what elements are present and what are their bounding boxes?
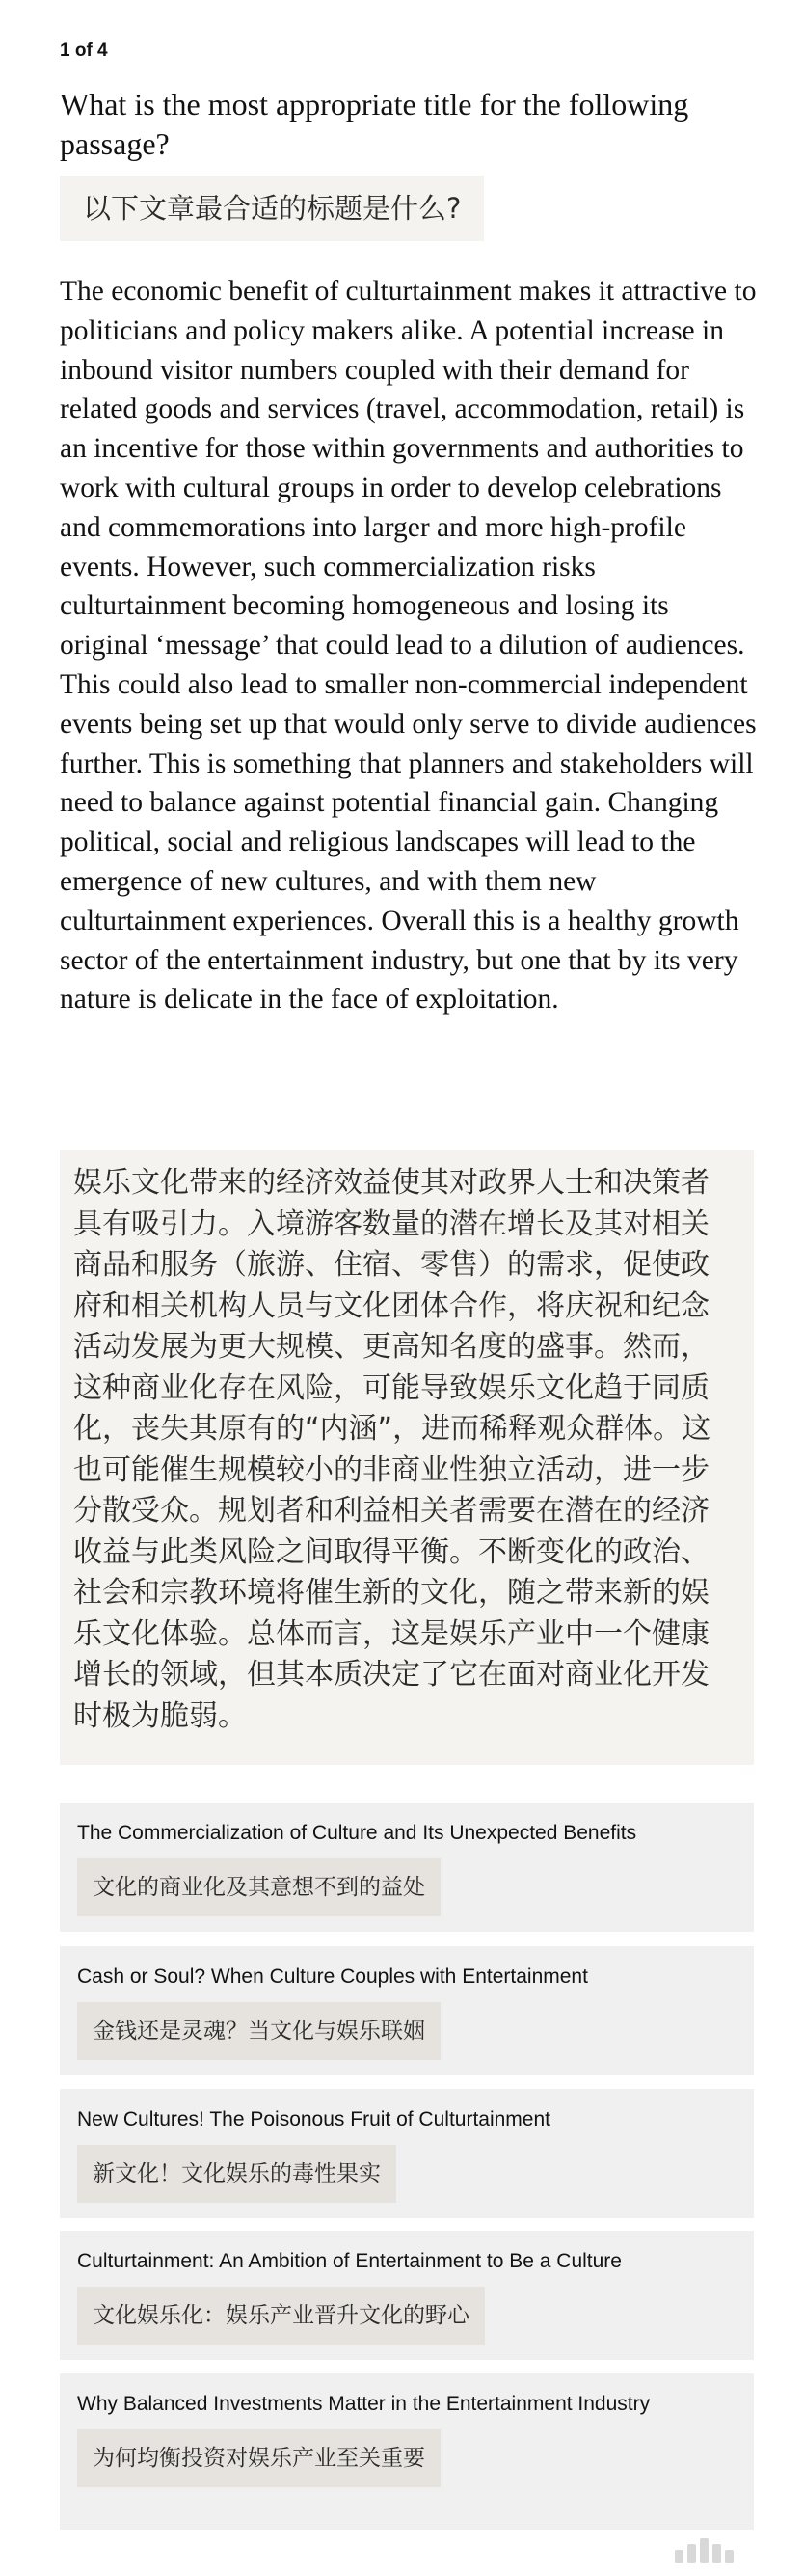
option-4-text: Culturtainment: An Ambition of Entertainment to Be a Culture — [77, 2250, 622, 2272]
option-1-translation: 文化的商业化及其意想不到的益处 — [77, 1858, 441, 1916]
option-3-text: New Cultures! The Poisonous Fruit of Culturtainment — [77, 2108, 550, 2130]
watermark-bar-icon — [675, 2550, 683, 2563]
passage-text: The economic benefit of culturtainment makes it attractive to politicians and policy makers alike. A potential increase in inbound visitor numbers coupled with their demand for related goods and services (travel, accommodation, retail) is an incentive for those within governments and authorities to work with cultural groups in order to develop celebrations and commemorations into larger and more high-profile events. However, such commercialization risks culturtainment becoming homogeneous and losing its original ‘message’ that could lead to a dilution of audiences. This could also lead to smaller non-commercial independent events being set up that would only serve to divide audiences further. This is something that planners and stakeholders will need to balance against potential financial gain. Changing political, social and religious landscapes will lead to the emergence of new cultures, and with them new culturtainment experiences. Overall this is a healthy growth sector of the entertainment industry, but one that by its very nature is delicate in the face of exploitation. — [60, 276, 757, 1016]
question-counter: 1 of 4 — [60, 41, 108, 61]
answer-option-4[interactable] — [60, 2231, 754, 2360]
option-4-translation: 文化娱乐化：娱乐产业晋升文化的野心 — [77, 2287, 485, 2345]
question-text: What is the most appropriate title for the following passage? — [60, 87, 689, 161]
watermark-bar-icon — [687, 2544, 696, 2563]
watermark-bar-icon — [712, 2544, 721, 2563]
answer-option-3[interactable] — [60, 2089, 754, 2218]
option-5-translation: 为何均衡投资对娱乐产业至关重要 — [77, 2429, 441, 2487]
option-1-text: The Commercialization of Culture and Its Unexpected Benefits — [77, 1822, 637, 1844]
watermark-bar-icon — [725, 2550, 734, 2563]
option-5-text: Why Balanced Investments Matter in the Entertainment Industry — [77, 2393, 651, 2415]
question-translation: 以下文章最合适的标题是什么? — [60, 176, 484, 241]
option-3-translation: 新文化！文化娱乐的毒性果实 — [77, 2145, 396, 2203]
watermark-logo — [675, 2538, 734, 2563]
answer-option-1[interactable] — [60, 1803, 754, 1932]
answer-option-2[interactable] — [60, 1946, 754, 2075]
passage-translation: 娱乐文化带来的经济效益使其对政界人士和决策者具有吸引力。入境游客数量的潜在增长及其对相关商品和服务（旅游、住宿、零售）的需求，促使政府和相关机构人员与文化团体合作，将庆祝和纪念活动发展为更大规模、更高知名度的盛事。然而，这种商业化存在风险，可能导致娱乐文化趋于同质化，丧失其原有的“内涵”，进而稀释观众群体。这也可能催生规模较小的非商业性独立活动，进一步分散受众。规划者和利益相关者需要在潜在的经济收益与此类风险之间取得平衡。不断变化的政治、社会和宗教环境将催生新的文化，随之带来新的娱乐文化体验。总体而言，这是娱乐产业中一个健康增长的领域，但其本质决定了它在面对商业化开发时极为脆弱。 — [60, 1150, 754, 1765]
answer-option-5[interactable] — [60, 2373, 754, 2530]
watermark-bar-icon — [700, 2538, 709, 2563]
option-2-translation: 金钱还是灵魂？当文化与娱乐联姻 — [77, 2002, 441, 2060]
option-2-text: Cash or Soul? When Culture Couples with Entertainment — [77, 1966, 588, 1988]
